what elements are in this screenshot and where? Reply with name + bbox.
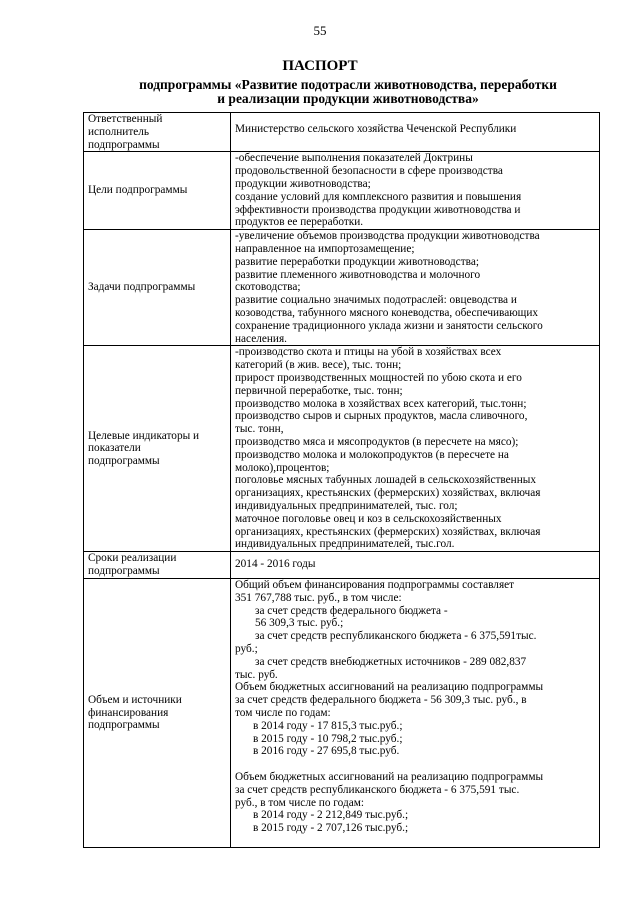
content-line: производство мяса и мясопродуктов (в пересчете на мясо); — [235, 435, 519, 448]
content-line: организациях, крестьянских (фермерских) хозяйствах, включая — [235, 525, 541, 538]
label-line: исполнитель — [88, 125, 150, 138]
row-label — [84, 113, 231, 152]
content-line: развитие племенного животноводства и молочного — [235, 268, 481, 281]
page-number: 55 — [313, 23, 327, 38]
content-line: в 2015 году - 2 707,126 тыс.руб.; — [253, 822, 409, 835]
label-line: подпрограммы — [88, 138, 160, 151]
label-line: показатели — [88, 442, 141, 455]
content-line: сохранение традиционного уклада жизни и занятости сельского — [235, 319, 543, 332]
row-label — [84, 579, 231, 848]
content-line: Объем бюджетных ассигнований на реализацию подпрограммы — [235, 771, 544, 784]
row-label — [84, 552, 231, 579]
row-content — [231, 579, 600, 848]
subtitle-line: подпрограммы «Развитие подотрасли животноводства, переработки — [139, 77, 557, 92]
content-line: продовольственной безопасности в сфере производства — [235, 165, 503, 178]
content-line: поголовье мясных табунных лошадей в сельскохозяйственных — [235, 474, 537, 487]
row-content — [231, 152, 600, 230]
content-line: том числе по годам: — [235, 707, 331, 720]
row-label — [84, 230, 231, 346]
subtitle-line: и реализации продукции животноводства» — [217, 91, 479, 106]
content-line: в 2014 году - 2 212,849 тыс.руб.; — [253, 809, 409, 822]
content-line: производство молока в хозяйствах всех категорий, тыс.тонн; — [235, 397, 527, 410]
content-line: 351 767,788 тыс. руб., в том числе: — [235, 591, 402, 604]
content-line: развитие переработки продукции животноводства; — [235, 255, 479, 268]
content-line: направленное на импортозамещение; — [235, 242, 415, 255]
row-tasks — [84, 230, 600, 346]
content-line: маточное поголовье овец и коз в сельскохозяйственных — [235, 512, 502, 525]
label-line: подпрограммы — [88, 455, 160, 468]
label-line: подпрограммы — [88, 565, 160, 578]
content-line: создание условий для комплексного развития и повышения — [235, 190, 522, 203]
content-line: руб.; — [235, 643, 258, 656]
document-subtitle — [88, 78, 608, 106]
content-line: развитие социально значимых подотраслей: овцеводства и — [235, 294, 517, 307]
content-line: прирост производственных мощностей по убою скота и его — [235, 371, 522, 384]
content-line: руб., в том числе по годам: — [235, 796, 365, 809]
content-line: -обеспечение выполнения показателей Доктрины — [235, 152, 473, 165]
content-line: -производство скота и птицы на убой в хозяйствах всех — [235, 346, 502, 359]
label-line: Задачи подпрограммы — [88, 281, 196, 294]
content-line: за счет средств республиканского бюджета - 6 375,591 тыс. — [235, 783, 520, 796]
row-content — [231, 552, 600, 579]
content-line: населения. — [235, 332, 287, 345]
passport-table — [83, 112, 600, 848]
content-line: -увеличение объемов производства продукции животноводства — [235, 230, 540, 243]
row-responsible-executor — [84, 113, 600, 152]
content-line: эффективности производства продукции животноводства и — [235, 203, 521, 216]
content-line: первичной переработке, тыс. тонн; — [235, 384, 403, 397]
content-line: за счет средств федерального бюджета - 56 309,3 тыс. руб., в — [235, 694, 527, 707]
content-line: организациях, крестьянских (фермерских) хозяйствах, включая — [235, 487, 541, 500]
content-line: 2014 - 2016 годы — [235, 558, 316, 571]
content-line: скотоводства; — [235, 281, 301, 294]
content-line: тыс. руб. — [235, 668, 278, 681]
document-title: ПАСПОРТ — [282, 58, 358, 74]
content-line: 56 309,3 тыс. руб.; — [255, 617, 344, 630]
row-content — [231, 113, 600, 152]
content-line: производство молока и молокопродуктов (в пересчете на — [235, 448, 509, 461]
content-line: молоко),процентов; — [235, 461, 330, 474]
content-line: тыс. тонн, — [235, 423, 284, 436]
content-line — [235, 758, 595, 771]
row-content — [231, 346, 600, 552]
content-line: категорий (в жив. весе), тыс. тонн; — [235, 359, 402, 372]
content-line: в 2014 году - 17 815,3 тыс.руб.; — [253, 719, 403, 732]
content-line: козоводства, табунного мясного коневодства, обеспечивающих — [235, 306, 539, 319]
content-line: индивидуальных предпринимателей, тыс.гол. — [235, 538, 455, 551]
row-target-indicators — [84, 346, 600, 552]
content-line: в 2015 году - 10 798,2 тыс.руб.; — [253, 732, 403, 745]
label-line: Целевые индикаторы и — [88, 429, 200, 442]
content-line: за счет средств федерального бюджета - — [255, 604, 448, 617]
content-line: за счет средств республиканского бюджета - 6 375,591тыс. — [255, 630, 537, 643]
row-label — [84, 346, 231, 552]
row-financing — [84, 579, 600, 848]
content-line: в 2016 году - 27 695,8 тыс.руб. — [253, 745, 400, 758]
row-goals — [84, 152, 600, 230]
content-line: продукции животноводства; — [235, 177, 371, 190]
content-line: Объем бюджетных ассигнований на реализацию подпрограммы — [235, 681, 544, 694]
content-line: производство сыров и сырных продуктов, масла сливочного, — [235, 410, 528, 423]
label-line: подпрограммы — [88, 719, 160, 732]
label-line: Объем и источники — [88, 693, 182, 706]
label-line: Цели подпрограммы — [88, 184, 188, 197]
content-line: Министерство сельского хозяйства Чеченской Республики — [235, 123, 517, 135]
content-line: продуктов ее переработки. — [235, 216, 364, 229]
label-line: Сроки реализации — [88, 552, 177, 565]
content-line: за счет средств внебюджетных источников - 289 082,837 — [255, 655, 527, 668]
content-line: Общий объем финансирования подпрограммы составляет — [235, 579, 515, 592]
row-content — [231, 230, 600, 346]
label-line: финансирования — [88, 706, 169, 719]
row-timeline — [84, 552, 600, 579]
label-line: Ответственный — [88, 113, 163, 125]
row-label — [84, 152, 231, 230]
content-line: индивидуальных предпринимателей, тыс. гол; — [235, 499, 458, 512]
